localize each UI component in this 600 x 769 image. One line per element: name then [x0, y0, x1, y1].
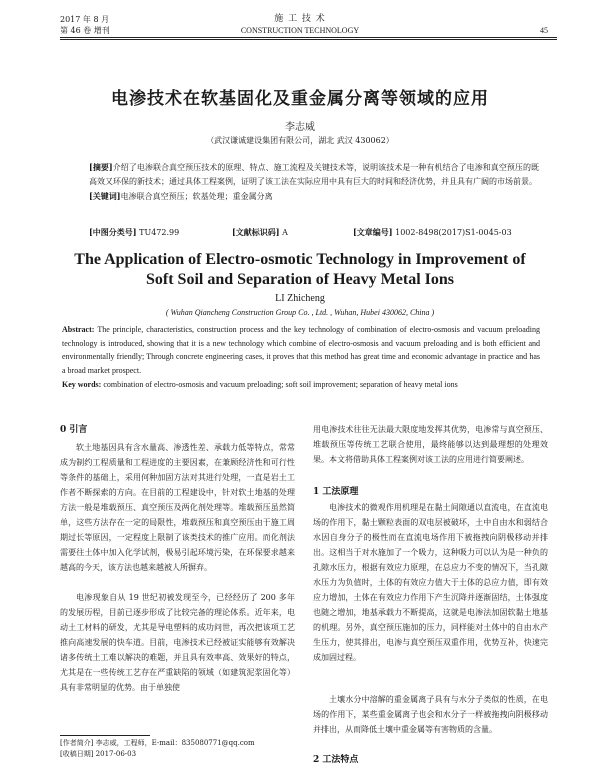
intro-paragraph-2: 电渗现象自从 19 世纪初被发现至今，已经经历了 200 多年的发展历程，目前已逐步形成了比较完备的理论体系。近年来，电动土工材料的研发，尤其是导电塑料的成功问世，再次把该项工艺推向高速发展的快车道。目前，电渗技术已经被证实能够有效解决诸多传统土工难以解决的难题，并且具有效率高、效果好的特点，尤其是在一些传统工艺存在严重缺陷的领域（如建筑泥浆固化等）具有非常明显的优势。由于单独使 [60, 593, 295, 692]
abstract-en [62, 323, 540, 377]
abstract-en-text: The principle, characteristics, construction process and the key technology of combination of electro-osmosis and vacuum preloading technology is introduced, showing that it is a new technology which combine of electro-osmosis and vacuum preloading and is both efficient and environmentally friendly; Through concrete engineering cases, it proves that this method has great time and economic advantage in practice and has a broad market prospect. [62, 325, 540, 375]
header-journal-en: CONSTRUCTION TECHNOLOGY [240, 26, 360, 35]
footnote-date: [收稿日期] 2017-06-03 [60, 750, 137, 758]
principle-paragraph-2: 土壤水分中溶解的重金属离子具有与水分子类似的性质，在电场的作用下，某些重金属离子也会和水分子一样被拖拽向阴极移动并排出，从而降低土壤中重金属等有害物质的含量。 [313, 695, 548, 734]
affiliation-en: ( Wuhan Qiancheng Construction Group Co. , Ltd. , Wuhan, Hubei 430062, China ) [165, 308, 435, 317]
affiliation-cn: （武汉谦诚建设集团有限公司，湖北 武汉 430062） [206, 136, 394, 145]
abstract-cn-label: [摘要] [89, 162, 113, 172]
right-paragraph-1: 用电渗技术往往无法最大限度地发挥其优势，电渗常与真空预压、堆载预压等传统工艺联合使用，最终能够以达到最理想的处理效果。本文将借助具体工程案例对该工法的应用进行简要阐述。 [313, 425, 548, 464]
header-page-number: 45 [540, 26, 548, 35]
doc-label: [文献标识码] [232, 227, 280, 237]
principle-paragraph-1: 电渗技术的微观作用机理是在黏土间隙通以直流电，在直流电场的作用下，黏土颗粒表面的双电层被破坏，土中自由水和弱结合水因自身分子的极性而在直流电场作用下被拖拽向阴极移动并排出。这相当于对水施加了一个吸力，这种吸力可以认为是一种负的孔隙水压力，根据有效应力原理，在总应力不变的情况下，当孔隙水压力为负值时，土体的有效应力值大于土体的总应力值，即有效应力增加，土体在有效应力作用下产生沉降并逐渐固结，土体强度也随之增加，地基承载力不断提高，这就是电渗法加固软黏土地基的机理。另外，真空预压施加的压力，同样能对土体中的自由水产生压力，使其排出，电渗与真空预压双重作用，优势互补，快速完成加固过程。 [313, 503, 548, 662]
header-rule [60, 37, 557, 38]
keywords-en-label: Key words: [62, 380, 102, 389]
keywords-en [62, 378, 540, 391]
footnote-author: [作者简介] 李志威，工程师，E-mail：835080771@qq.com [60, 739, 255, 747]
author-en: LI Zhicheng [275, 293, 325, 304]
section-principle-heading: 1 工法原理 [313, 487, 359, 497]
doc-code [232, 227, 288, 238]
keywords-cn-label: [关键词] [89, 191, 121, 201]
header-journal-cn: 施 工 技 术 [274, 14, 326, 24]
clc-value: TU472.99 [139, 228, 180, 237]
title-cn: 电渗技术在软基固化及重金属分离等领域的应用 [111, 89, 489, 109]
keywords-en-text: combination of electro-osmosis and vacuum preloading; soft soil improvement; separation of heavy metal ions [103, 380, 458, 389]
clc-label: [中图分类号] [89, 227, 137, 237]
abstract-cn [89, 160, 539, 204]
keywords-cn-text: 电渗联合真空预压；软基处理；重金属分离 [120, 192, 273, 201]
article-label: [文章编号] [353, 227, 393, 237]
footnote-rule [60, 735, 150, 736]
article-value: 1002-8498(2017)S1-0045-03 [395, 228, 512, 237]
header-volume: 第 46 卷 增刊 [60, 26, 110, 35]
section-tech-heading: 2 工法特点 [313, 755, 359, 765]
title-en [0, 250, 600, 290]
abstract-en-label: Abstract: [62, 325, 95, 334]
title-en-line1: The Application of Electro-osmotic Technology in Improvement of [74, 251, 526, 268]
section-intro-heading: 0 引言 [60, 425, 88, 435]
abstract-cn-text: 介绍了电渗联合真空预压技术的原理、特点、施工流程及关键技术等，说明该技术是一种有机结合了电渗和真空预压的既高效又环保的新技术；通过具体工程案例，证明了该工法在实际应用中具有巨大的时间和经济优势，并且具有广阔的市场前景。 [89, 163, 539, 186]
title-en-line2: Soft Soil and Separation of Heavy Metal Ions [145, 271, 454, 288]
article-number [353, 227, 512, 238]
clc-number [89, 227, 179, 238]
header-date: 2017 年 8 月 [60, 15, 110, 24]
author-cn: 李志威 [285, 122, 315, 133]
doc-value: A [282, 228, 288, 237]
header-rule-thin [60, 39, 557, 40]
intro-paragraph-1: 软土地基因具有含水量高、渗透性差、承载力低等特点，常常成为制约工程质量和工程进度的主要因素，在兼顾经济性和可行性等条件的基础上，采用何种加固方法对其进行处理，一直是岩土工作者不断探索的方向。在目前的工程建设中，针对软土地基的处理方法一般是堆载预压、真空预压及两化剂处理等。堆载预压虽然简单，这些方法存在一定的局限性，堆载预压和真空预压由于施工周期过长等原因，一定程度上限制了该类技术的推广应用。而化剂法需要往土体中加入化学试剂，极易引起环境污染，在环保要求越来越高的今天，该方法也越来越被人所摒弃。 [60, 443, 295, 572]
